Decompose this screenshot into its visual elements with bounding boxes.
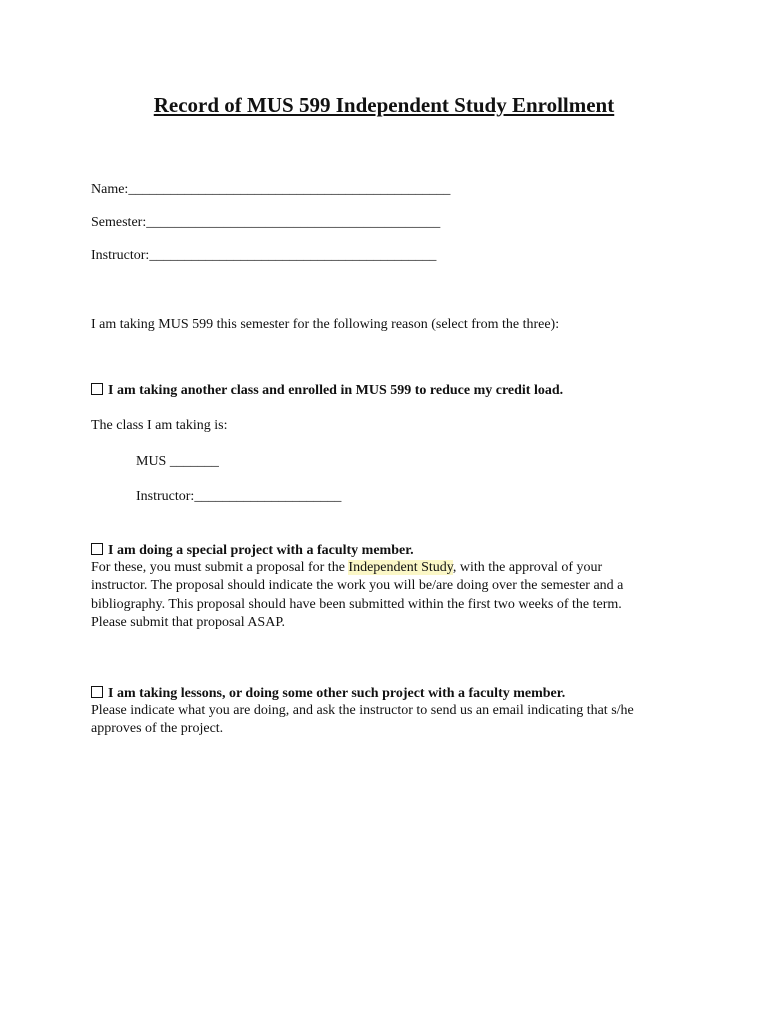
lessons-instructions <box>91 702 691 739</box>
instruction-line: For these, you must submit a proposal for the Independent Study, with the approval of your <box>91 560 603 575</box>
checkbox-icon[interactable] <box>91 543 103 555</box>
instruction-line: Please indicate what you are doing, and ask the instructor to send us an email indicating that s/he <box>91 703 634 718</box>
option-special-project[interactable] <box>91 542 414 560</box>
class-prompt: The class I am taking is: <box>91 418 228 433</box>
checkbox-icon[interactable] <box>91 383 103 395</box>
instruction-line: instructor. The proposal should indicate the work you will be/are doing over the semester and a <box>91 578 624 594</box>
intro-text: I am taking MUS 599 this semester for the following reason (select from the three): <box>91 317 560 332</box>
instruction-line: approves of the project. <box>91 721 224 737</box>
option-label: I am doing a special project with a faculty member. <box>108 543 414 558</box>
instruction-line: Please submit that proposal ASAP. <box>91 614 286 630</box>
instructor-field[interactable]: Instructor:_________________________________________ <box>91 248 437 263</box>
class-instructor-field[interactable]: Instructor:_____________________ <box>136 489 342 504</box>
checkbox-icon[interactable] <box>91 686 103 698</box>
semester-field[interactable]: Semester:__________________________________________ <box>91 215 441 230</box>
option-reduce-credit-load[interactable] <box>91 382 563 400</box>
option-label: I am taking lessons, or doing some other such project with a faculty member. <box>108 686 566 701</box>
mus-course-field[interactable]: MUS _______ <box>136 454 219 469</box>
option-label: I am taking another class and enrolled in MUS 599 to reduce my credit load. <box>108 383 564 398</box>
highlighted-text: Independent Study <box>348 560 453 575</box>
name-field[interactable]: Name:______________________________________________ <box>91 182 451 197</box>
option-lessons[interactable] <box>91 685 565 703</box>
special-project-instructions <box>91 559 691 632</box>
instruction-line: bibliography. This proposal should have been submitted within the first two weeks of the term. <box>91 596 622 612</box>
page-title: Record of MUS 599 Independent Study Enrollment <box>153 93 615 117</box>
